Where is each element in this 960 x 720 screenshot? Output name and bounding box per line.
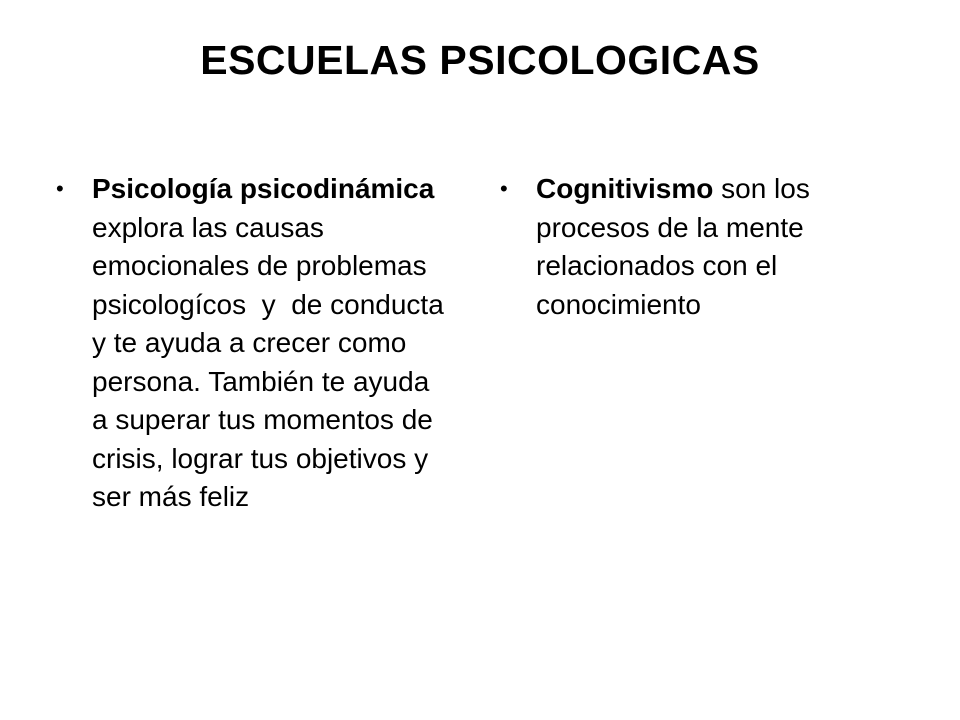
bullet-item-cognitivismo [500, 170, 870, 324]
left-column [56, 170, 451, 517]
term-cognitivismo: Cognitivismo [536, 173, 714, 204]
description-psicodinamica: explora las causas emocionales de problemas psicologícos y de conducta y te ayuda a crecer como persona. También te ayuda a superar tus momentos de crisis, lograr tus objetivos y ser más feliz [92, 173, 452, 512]
bullet-icon: • [56, 176, 64, 201]
slide-title: ESCUELAS PSICOLOGICAS [200, 37, 760, 83]
description-cognitivismo: son los procesos de la mente relacionados con el conocimiento [536, 173, 810, 320]
bullet-icon: • [500, 176, 508, 201]
term-psicodinamica: Psicología psicodinámica [92, 173, 435, 204]
right-column [500, 170, 870, 324]
bullet-item-psicodinamica [56, 170, 451, 517]
